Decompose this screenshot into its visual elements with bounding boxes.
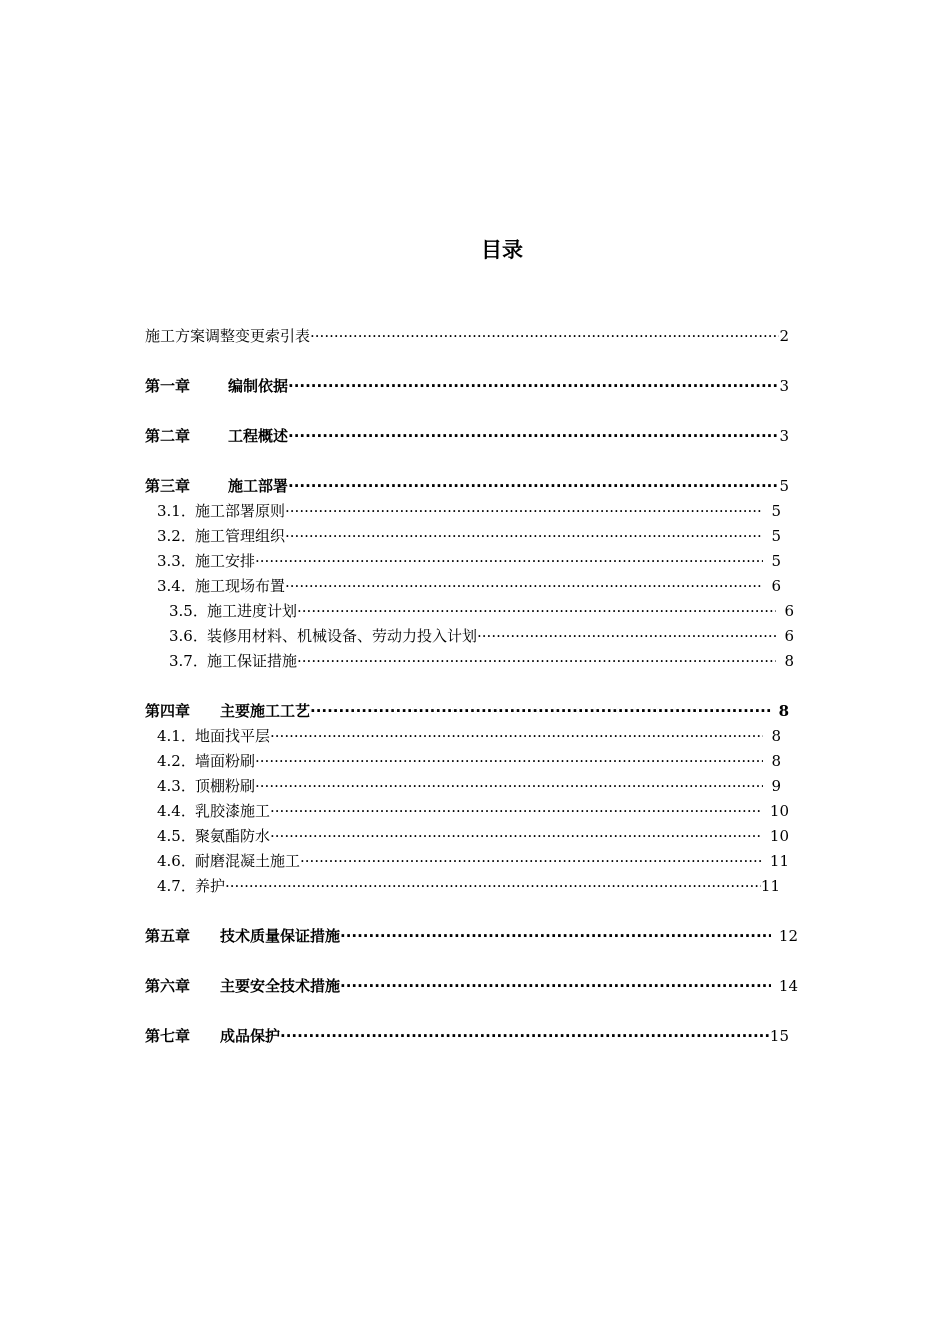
toc-entry-number: 3.1． (157, 502, 196, 520)
toc-entry-page: 10 (769, 802, 789, 820)
dot-leader (300, 850, 762, 872)
dot-leader (477, 625, 776, 647)
toc-entry-page: 5 (779, 477, 789, 495)
toc-entry-label: 技术质量保证措施 (220, 927, 341, 945)
toc-entry-chapter-7[interactable] (145, 1025, 789, 1047)
toc-entry-page: 15 (769, 1027, 789, 1045)
toc-entry-number: 3.6． (169, 627, 208, 645)
toc-entry-page: 5 (771, 527, 781, 545)
toc-entry-number: 第三章 (145, 477, 191, 495)
dot-leader (270, 725, 763, 747)
toc-entry-section-4-7[interactable] (157, 875, 780, 897)
toc-entry-label: 施工方案调整变更索引表 (145, 327, 311, 345)
toc-entry-page: 11 (769, 852, 789, 870)
toc-entry-section-4-2[interactable] (157, 750, 781, 772)
dot-leader (255, 775, 763, 797)
toc-entry-page: 11 (760, 877, 780, 895)
toc-entry-section-3-3[interactable] (157, 550, 781, 572)
dot-leader (310, 700, 771, 722)
dot-leader (270, 800, 762, 822)
toc-entry-label: 施工管理组织 (195, 527, 286, 545)
toc-entry-page: 8 (778, 702, 789, 720)
toc-entry-page: 5 (771, 502, 781, 520)
dot-leader (270, 825, 762, 847)
toc-entry-page: 14 (778, 977, 798, 995)
dot-leader (288, 425, 779, 447)
toc-entry-index-table[interactable] (145, 325, 789, 347)
toc-entry-number: 第二章 (145, 427, 191, 445)
toc-entry-label: 耐磨混凝土施工 (195, 852, 301, 870)
toc-entry-page: 8 (771, 727, 781, 745)
dot-leader (255, 550, 763, 572)
toc-entry-number: 4.1． (157, 727, 196, 745)
dot-leader (340, 925, 771, 947)
toc-entry-page: 6 (784, 627, 794, 645)
toc-entry-label: 施工保证措施 (207, 652, 298, 670)
dot-leader (285, 525, 763, 547)
toc-entry-page: 10 (769, 827, 789, 845)
toc-entry-page: 2 (779, 327, 789, 345)
dot-leader (297, 650, 776, 672)
toc-entry-label: 主要安全技术措施 (220, 977, 341, 995)
toc-entry-number: 3.2． (157, 527, 196, 545)
toc-entry-section-4-6[interactable] (157, 850, 789, 872)
toc-entry-number: 第四章 (145, 702, 191, 720)
dot-leader (285, 575, 763, 597)
toc-entry-section-3-7[interactable] (169, 650, 794, 672)
toc-entry-chapter-6[interactable] (145, 975, 798, 997)
toc-entry-label: 编制依据 (228, 377, 289, 395)
toc-entry-section-4-3[interactable] (157, 775, 781, 797)
toc-entry-label: 主要施工工艺 (220, 702, 311, 720)
toc-entry-page: 3 (779, 427, 789, 445)
toc-entry-section-4-4[interactable] (157, 800, 789, 822)
toc-entry-label: 工程概述 (228, 427, 289, 445)
toc-entry-label: 墙面粉刷 (195, 752, 256, 770)
toc-entry-page: 12 (778, 927, 798, 945)
toc-entry-page: 9 (771, 777, 781, 795)
toc-entry-number: 3.7． (169, 652, 208, 670)
toc-entry-page: 3 (779, 377, 789, 395)
toc-entry-number: 第五章 (145, 927, 191, 945)
toc-entry-number: 4.5． (157, 827, 196, 845)
toc-title: 目录 (481, 238, 523, 262)
toc-entry-label: 施工部署原则 (195, 502, 286, 520)
toc-entry-label: 施工部署 (228, 477, 289, 495)
toc-entry-page: 5 (771, 552, 781, 570)
toc-entry-section-3-5[interactable] (169, 600, 794, 622)
toc-entry-number: 4.3． (157, 777, 196, 795)
toc-entry-chapter-3[interactable] (145, 475, 789, 497)
toc-entry-label: 施工安排 (195, 552, 256, 570)
dot-leader (297, 600, 776, 622)
toc-entry-label: 施工进度计划 (207, 602, 298, 620)
dot-leader (225, 875, 761, 897)
toc-entry-number: 4.6． (157, 852, 196, 870)
toc-entry-chapter-5[interactable] (145, 925, 798, 947)
dot-leader (255, 750, 763, 772)
dot-leader (285, 500, 763, 522)
toc-entry-section-3-6[interactable] (169, 625, 794, 647)
toc-entry-label: 聚氨酯防水 (195, 827, 271, 845)
toc-entry-section-3-2[interactable] (157, 525, 781, 547)
dot-leader (280, 1025, 770, 1047)
toc-entry-page: 6 (771, 577, 781, 595)
toc-entry-chapter-4[interactable] (145, 700, 789, 722)
toc-entry-number: 4.4． (157, 802, 196, 820)
toc-entry-number: 3.4． (157, 577, 196, 595)
dot-leader (288, 375, 779, 397)
toc-entry-label: 养护 (195, 877, 226, 895)
toc-entry-page: 6 (784, 602, 794, 620)
toc-entry-number: 4.7． (157, 877, 196, 895)
toc-entry-section-4-5[interactable] (157, 825, 789, 847)
toc-entry-label: 乳胶漆施工 (195, 802, 271, 820)
toc-entry-number: 4.2． (157, 752, 196, 770)
toc-entry-section-3-1[interactable] (157, 500, 781, 522)
toc-entry-number: 第六章 (145, 977, 191, 995)
toc-entry-label: 装修用材料、机械设备、劳动力投入计划 (207, 627, 478, 645)
toc-entry-label: 地面找平层 (195, 727, 271, 745)
toc-entry-label: 成品保护 (220, 1027, 281, 1045)
toc-entry-number: 第一章 (145, 377, 191, 395)
toc-entry-number: 第七章 (145, 1027, 191, 1045)
toc-entry-label: 施工现场布置 (195, 577, 286, 595)
toc-entry-number: 3.3． (157, 552, 196, 570)
dot-leader (310, 325, 779, 347)
toc-entry-section-3-4[interactable] (157, 575, 781, 597)
toc-entry-number: 3.5． (169, 602, 208, 620)
dot-leader (288, 475, 779, 497)
toc-entry-section-4-1[interactable] (157, 725, 781, 747)
toc-entry-chapter-2[interactable] (145, 425, 789, 447)
toc-entry-label: 顶棚粉刷 (195, 777, 256, 795)
toc-entry-chapter-1[interactable] (145, 375, 789, 397)
toc-entry-page: 8 (771, 752, 781, 770)
dot-leader (340, 975, 771, 997)
toc-entry-page: 8 (784, 652, 794, 670)
